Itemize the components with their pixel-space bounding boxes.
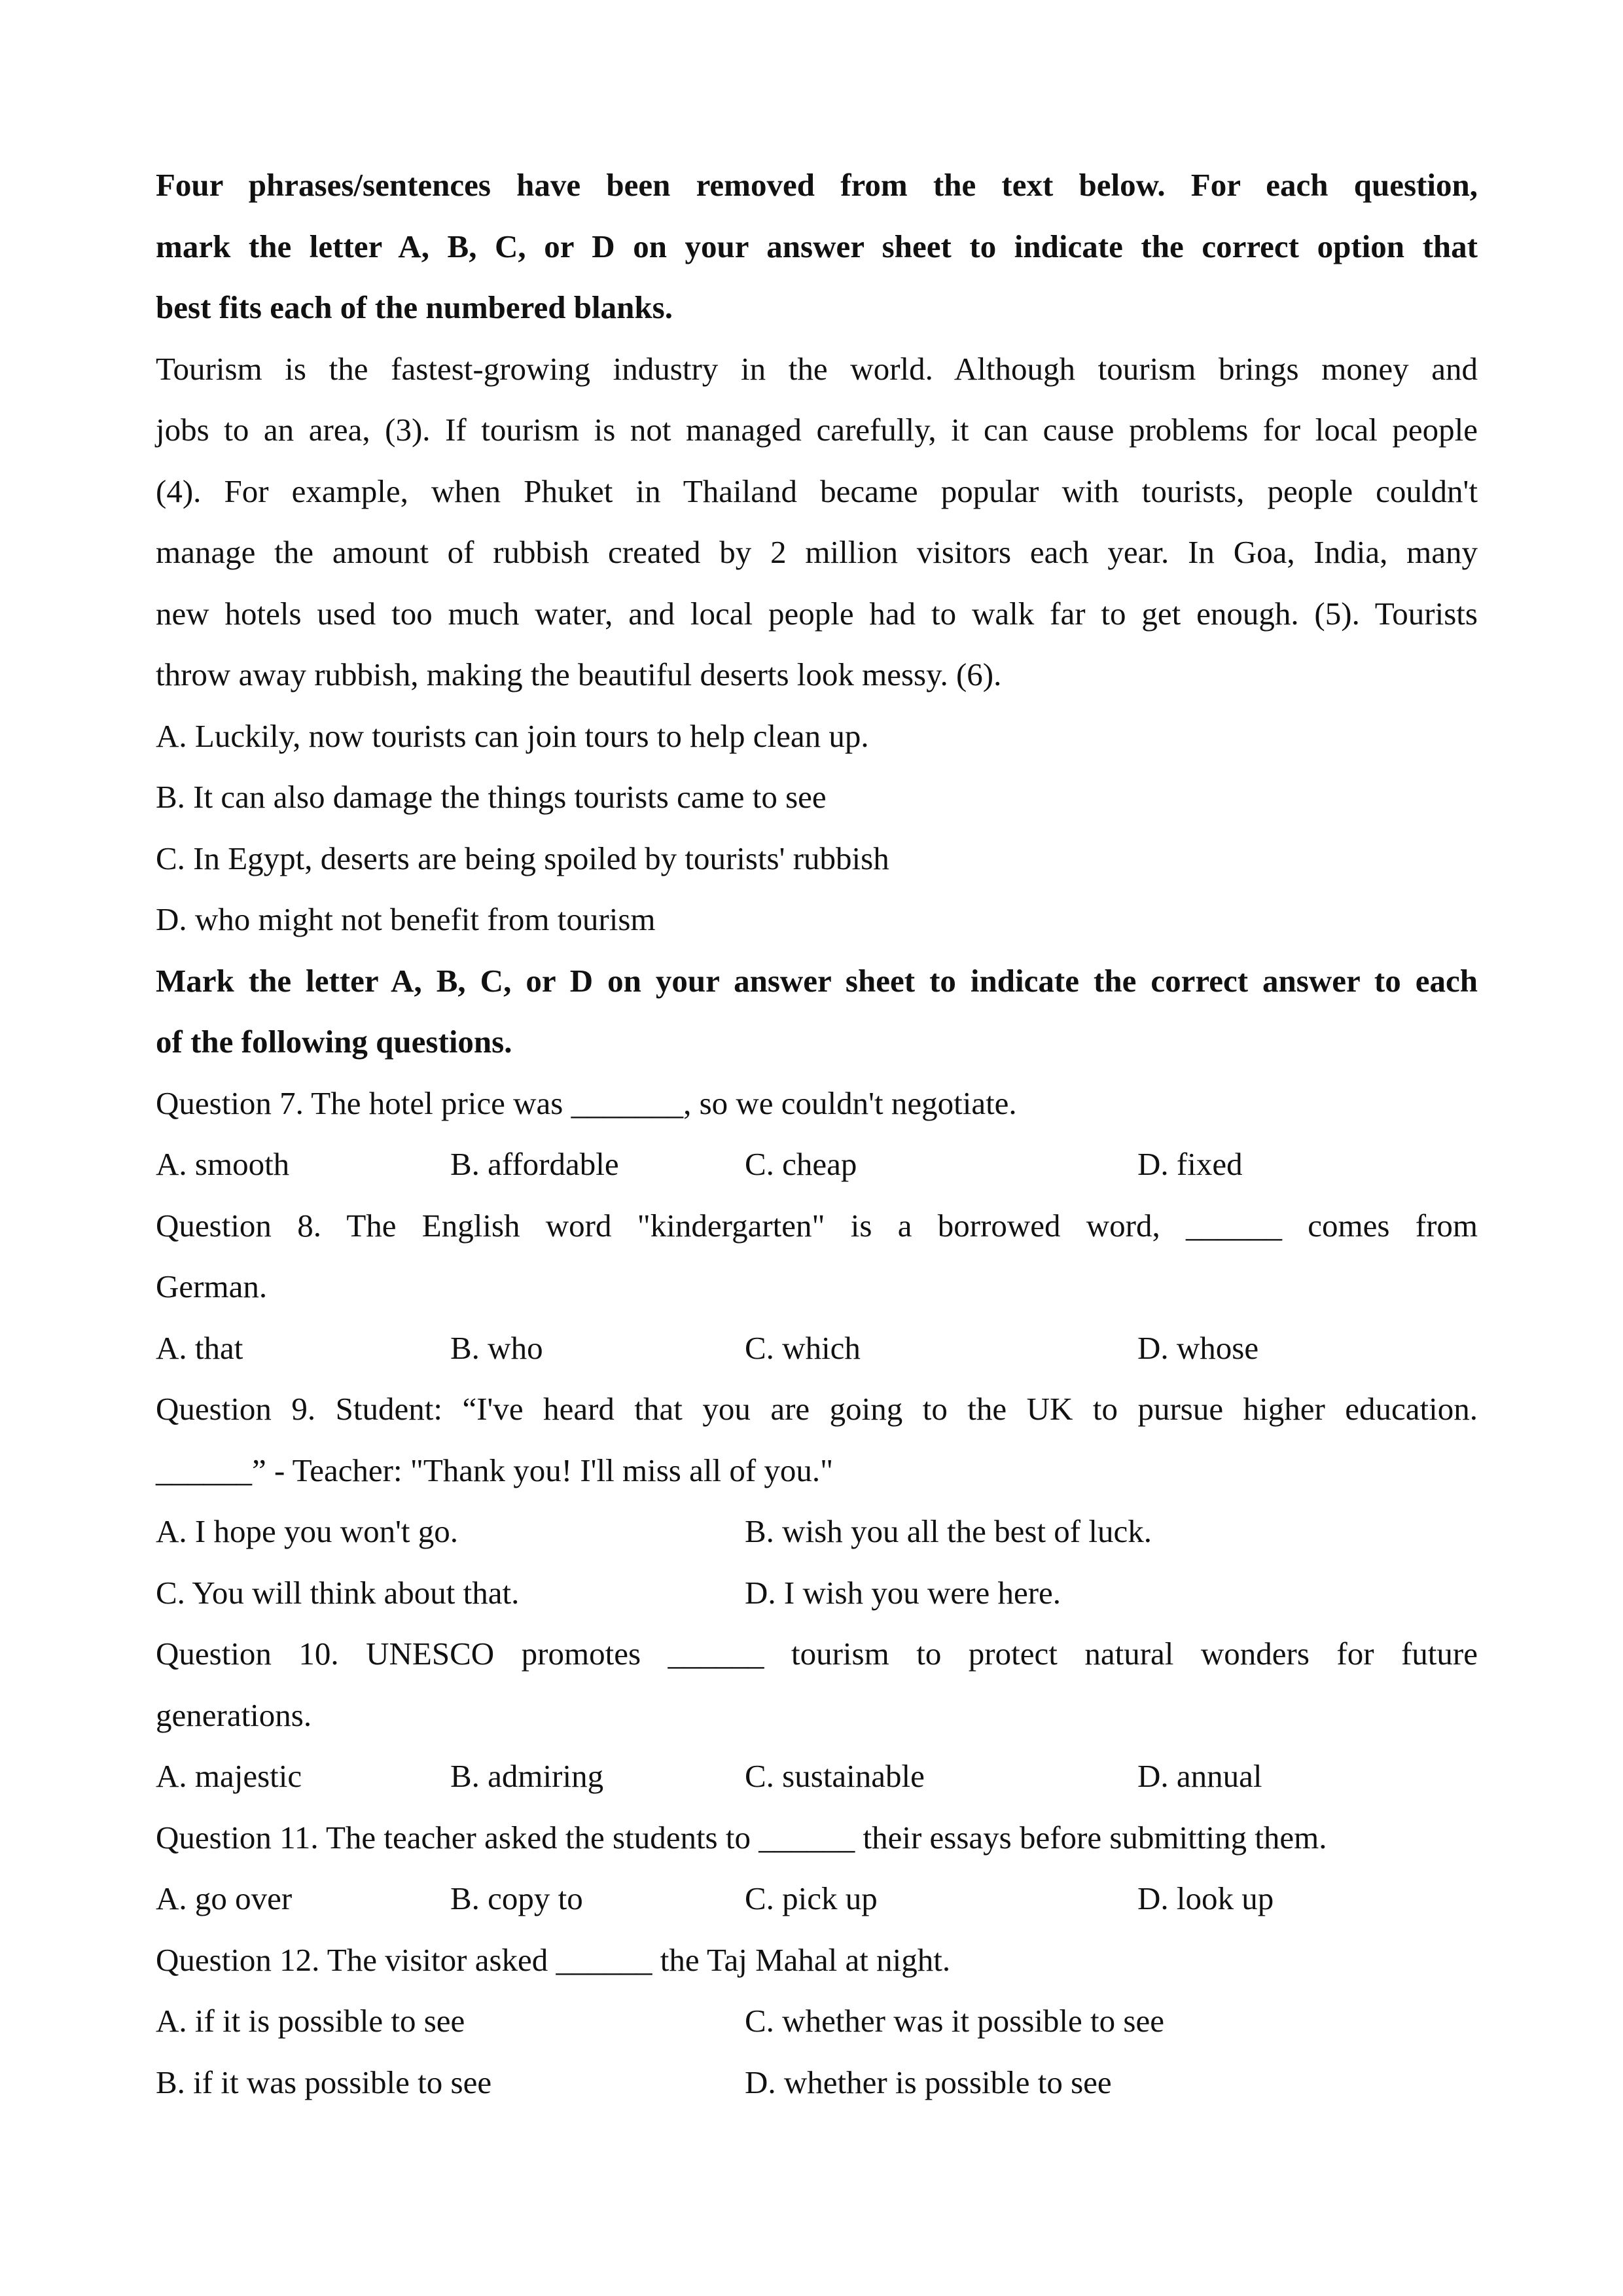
- option-d: D. whose: [1137, 1329, 1259, 1366]
- option-b: B. if it was possible to see: [156, 2064, 492, 2100]
- section1-instructions: [156, 154, 1478, 338]
- question-9: [156, 1378, 1478, 1623]
- passage-line: manage the amount of rubbish created by 2 million visitors each year. In Goa, India, many: [156, 534, 1478, 570]
- passage-line: throw away rubbish, making the beautiful deserts look messy. (6).: [156, 656, 1002, 692]
- option-b: B. affordable: [450, 1146, 619, 1182]
- question-text: generations.: [156, 1696, 312, 1733]
- option-a: A. I hope you won't go.: [156, 1513, 459, 1549]
- answer-options: [156, 1318, 1478, 1379]
- question-text: Question 8. The English word "kindergarten" is a borrowed word, ______ comes from: [156, 1207, 1478, 1244]
- option-d: D. fixed: [1137, 1146, 1243, 1182]
- answer-options: [156, 2052, 1478, 2113]
- passage-line: Tourism is the fastest-growing industry in the world. Although tourism brings money and: [156, 350, 1478, 387]
- question-text: Question 7. The hotel price was _______, so we couldn't negotiate.: [156, 1085, 1017, 1121]
- option-d: D. I wish you were here.: [745, 1574, 1061, 1611]
- question-text: Question 11. The teacher asked the students to ______ their essays before submitting them.: [156, 1819, 1327, 1856]
- answer-options: [156, 1990, 1478, 2052]
- option-a: A. that: [156, 1329, 243, 1366]
- passage-options: [156, 706, 1478, 950]
- question-8: [156, 1195, 1478, 1379]
- option-a: A. smooth: [156, 1146, 290, 1182]
- instruction-line: mark the letter A, B, C, or D on your answer sheet to indicate the correct option that: [156, 228, 1478, 264]
- question-text: ______” - Teacher: "Thank you! I'll miss all of you.": [156, 1452, 834, 1488]
- answer-options: [156, 1134, 1478, 1195]
- passage-line: jobs to an area, (3). If tourism is not managed carefully, it can cause problems for local people: [156, 412, 1478, 448]
- question-11: [156, 1807, 1478, 1929]
- option-b: B. who: [450, 1329, 543, 1366]
- option-c: C. cheap: [745, 1146, 857, 1182]
- answer-options: [156, 1868, 1478, 1929]
- option-d: D. annual: [1137, 1758, 1262, 1794]
- option-a: A. if it is possible to see: [156, 2003, 465, 2039]
- option-c: C. whether was it possible to see: [745, 2003, 1164, 2039]
- option-d: D. whether is possible to see: [745, 2064, 1112, 2100]
- option-b: B. admiring: [450, 1758, 604, 1794]
- option-d: D. who might not benefit from tourism: [156, 901, 656, 937]
- option-a: A. majestic: [156, 1758, 302, 1794]
- option-d: D. look up: [1137, 1880, 1274, 1916]
- question-12: [156, 1929, 1478, 2113]
- instruction-line: of the following questions.: [156, 1024, 512, 1060]
- option-c: C. sustainable: [745, 1758, 925, 1794]
- option-c: C. In Egypt, deserts are being spoiled by tourists' rubbish: [156, 840, 889, 876]
- option-b: B. copy to: [450, 1880, 583, 1916]
- question-text: Question 12. The visitor asked ______ the Taj Mahal at night.: [156, 1941, 951, 1978]
- question-10: [156, 1623, 1478, 1807]
- answer-options: [156, 1562, 1478, 1624]
- option-b: B. wish you all the best of luck.: [745, 1513, 1152, 1549]
- question-text: Question 9. Student: “I've heard that you are going to the UK to pursue higher education.: [156, 1391, 1478, 1427]
- question-text: Question 10. UNESCO promotes ______ tourism to protect natural wonders for future: [156, 1636, 1478, 1672]
- section2-instructions: [156, 950, 1478, 1073]
- answer-options: [156, 1746, 1478, 1807]
- option-b: B. It can also damage the things tourists came to see: [156, 779, 827, 815]
- reading-passage: [156, 338, 1478, 706]
- instruction-line: best fits each of the numbered blanks.: [156, 289, 673, 325]
- exam-page: [156, 154, 1478, 2113]
- option-a: A. go over: [156, 1880, 293, 1916]
- passage-line: new hotels used too much water, and local people had to walk far to get enough. (5). Tourists: [156, 595, 1478, 632]
- instruction-line: Four phrases/sentences have been removed from the text below. For each question,: [156, 167, 1478, 203]
- option-c: C. pick up: [745, 1880, 878, 1916]
- question-text: German.: [156, 1268, 268, 1304]
- option-c: C. which: [745, 1329, 861, 1366]
- instruction-line: Mark the letter A, B, C, or D on your answer sheet to indicate the correct answer to each: [156, 962, 1478, 999]
- option-c: C. You will think about that.: [156, 1574, 520, 1611]
- passage-line: (4). For example, when Phuket in Thailand became popular with tourists, people couldn't: [156, 473, 1478, 509]
- answer-options: [156, 1501, 1478, 1562]
- option-a: A. Luckily, now tourists can join tours to help clean up.: [156, 717, 869, 754]
- question-7: [156, 1073, 1478, 1195]
